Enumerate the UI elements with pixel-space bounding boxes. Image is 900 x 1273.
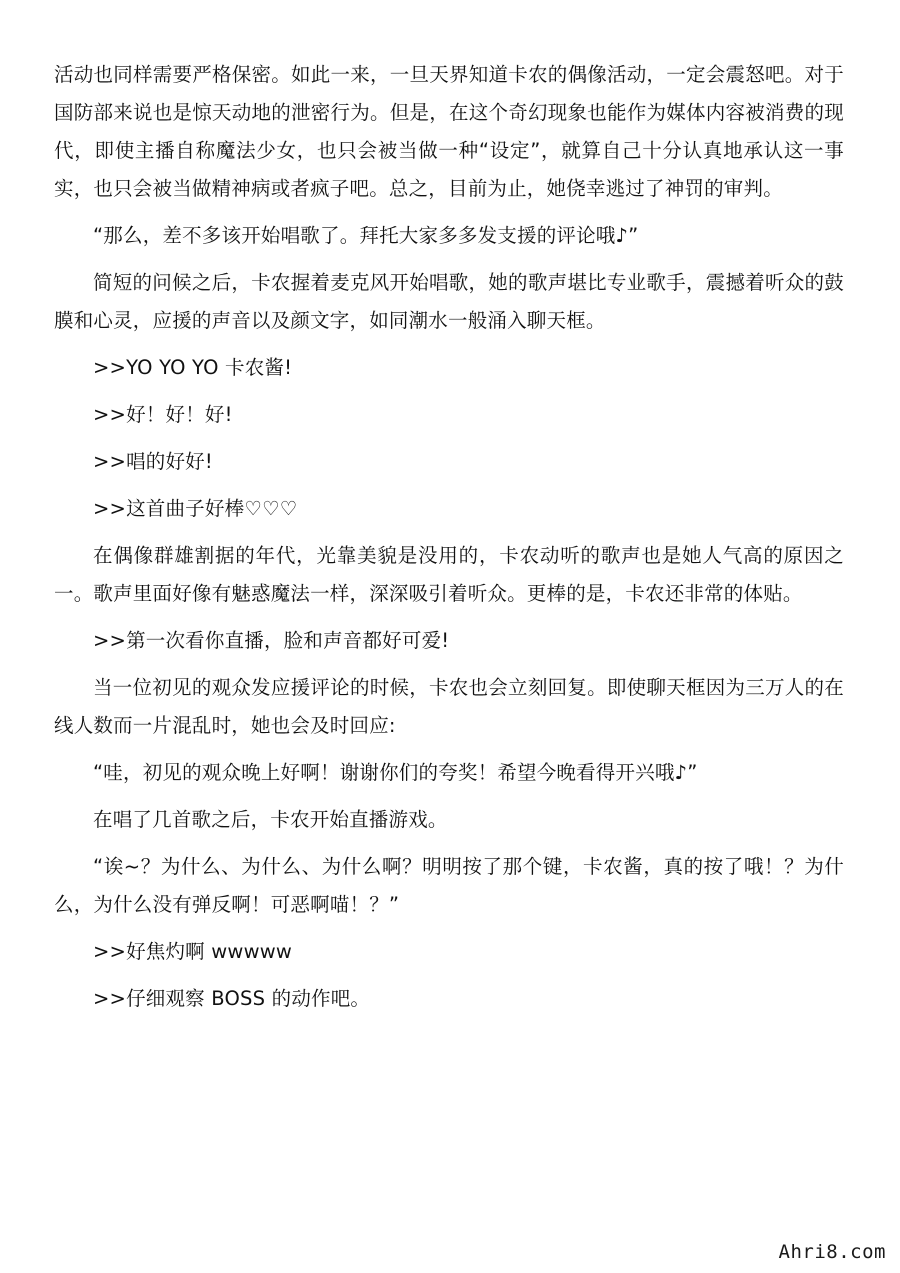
document-page — [54, 56, 844, 1027]
paragraph-dialogue: “那么，差不多该开始唱歌了。拜托大家多多发支援的评论哦♪” — [93, 224, 639, 247]
paragraph-continuation: 活动也同样需要严格保密。如此一来，一旦天界知道卡农的偶像活动，一定会震怒吧。对于国防部来说也是惊天动地的泄密行为。但是，在这个奇幻现象也能作为媒体内容被消费的现代，即使主播自称魔法少女，也只会被当做一种“设定”，就算自己十分认真地承认这一事实，也只会被当做精神病或者疯子吧。总之，目前为止，她侥幸逃过了神罚的审判。 — [54, 63, 844, 200]
chat-comment: >>唱的好好! — [93, 450, 213, 473]
chat-comment: >>仔细观察 BOSS 的动作吧。 — [93, 987, 371, 1010]
paragraph-narration: 当一位初见的观众发应援评论的时候，卡农也会立刻回复。即使聊天框因为三万人的在线人数而一片混乱时，她也会及时回应: — [54, 676, 844, 737]
chat-comment: >>好焦灼啊 wwwww — [93, 940, 293, 963]
chat-comment: >>好！好！好! — [93, 403, 233, 426]
paragraph-narration: 在唱了几首歌之后，卡农开始直播游戏。 — [93, 808, 448, 831]
paragraph-dialogue: “诶~？为什么、为什么、为什么啊？明明按了那个键，卡农酱，真的按了哦！？为什么，为什么没有弹反啊！可恶啊喵！？” — [54, 855, 844, 916]
paragraph-dialogue: “哇，初见的观众晚上好啊！谢谢你们的夸奖！希望今晚看得开兴哦♪” — [93, 761, 698, 784]
paragraph-narration: 在偶像群雄割据的年代，光靠美貌是没用的，卡农动听的歌声也是她人气高的原因之一。歌声里面好像有魅惑魔法一样，深深吸引着听众。更棒的是，卡农还非常的体贴。 — [54, 544, 844, 605]
chat-comment: >>这首曲子好棒♡♡♡ — [93, 497, 298, 520]
site-watermark: Ahri8.com — [778, 1241, 886, 1263]
chat-comment: >>YO YO YO 卡农酱! — [93, 356, 293, 379]
paragraph-narration: 简短的问候之后，卡农握着麦克风开始唱歌，她的歌声堪比专业歌手，震撼着听众的鼓膜和心灵，应援的声音以及颜文字，如同潮水一般涌入聊天框。 — [54, 271, 844, 332]
chat-comment: >>第一次看你直播，脸和声音都好可爱! — [93, 629, 450, 652]
